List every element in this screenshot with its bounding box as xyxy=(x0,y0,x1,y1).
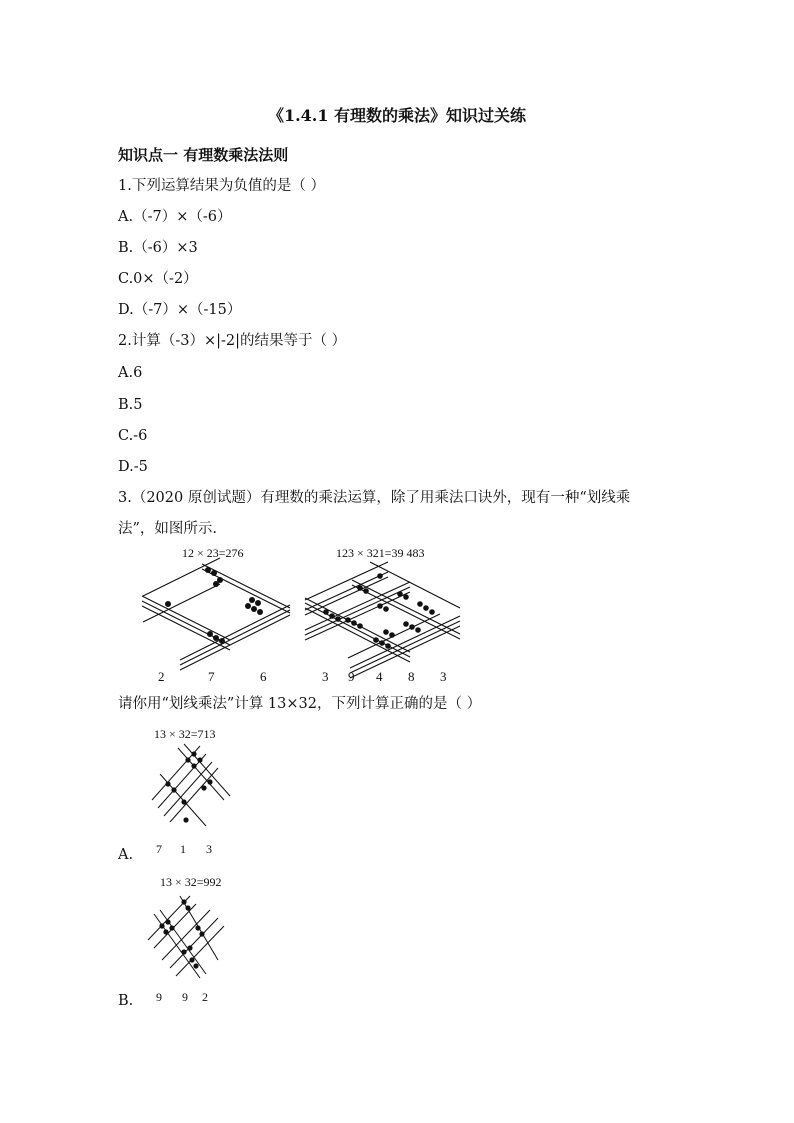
example2-caption: 123 × 321=39 483 xyxy=(336,546,425,560)
page-title: 《1.4.1 有理数的乘法》知识过关练 xyxy=(267,106,527,125)
example1-caption: 12 × 23=276 xyxy=(182,546,244,560)
question-2-option-d: D.-5 xyxy=(118,459,148,475)
question-3-stem-line2: 法”，如图所示. xyxy=(118,521,218,537)
example1-digit-2: 7 xyxy=(208,669,215,684)
option-a-caption: 13 × 32=713 xyxy=(154,727,216,741)
example1-digit-1: 2 xyxy=(158,669,165,684)
example-figure-12x23 xyxy=(128,540,303,685)
option-b-intersection-dots xyxy=(159,899,204,968)
example2-digit-4: 8 xyxy=(408,669,415,684)
question-1-option-b: B.（-6）×3 xyxy=(118,240,198,256)
example2-digit-5: 3 xyxy=(440,669,447,684)
example2-lines xyxy=(305,562,460,678)
example1-digit-3: 6 xyxy=(260,669,267,684)
question-3-ask: 请你用“划线乘法”计算 13×32，下列计算正确的是（ ） xyxy=(118,696,482,712)
option-a-intersection-dots xyxy=(165,751,212,822)
question-1-option-c: C.0×（-2） xyxy=(118,271,198,287)
option-a-digit-1: 7 xyxy=(156,842,162,856)
question-2-option-a: A.6 xyxy=(118,365,143,381)
option-b-digit-1: 9 xyxy=(156,990,162,1004)
option-a-digit-2: 1 xyxy=(180,842,186,856)
question-2-stem: 2.计算（-3）×|-2|的结果等于（ ） xyxy=(118,333,347,349)
option-b-figure xyxy=(140,870,240,1006)
question-2-option-b: B.5 xyxy=(118,397,143,413)
question-3-option-b-label: B. xyxy=(118,993,134,1009)
question-1-option-a: A.（-7）×（-6） xyxy=(118,209,232,225)
question-3-stem-line1: 3.（2020 原创试题）有理数的乘法运算，除了用乘法口诀外，现有一种“划线乘 xyxy=(118,490,631,506)
example-figure-123x321 xyxy=(300,540,475,685)
question-1-option-d: D.（-7）×（-15） xyxy=(118,302,242,318)
option-a-figure xyxy=(140,722,240,858)
option-b-digit-2: 9 xyxy=(182,990,188,1004)
option-a-digit-3: 3 xyxy=(206,842,212,856)
question-2-option-c: C.-6 xyxy=(118,428,148,444)
example2-digit-3: 4 xyxy=(376,669,383,684)
option-b-digit-3: 2 xyxy=(202,990,208,1004)
option-b-caption: 13 × 32=992 xyxy=(160,875,222,889)
section-heading: 知识点一 有理数乘法法则 xyxy=(118,146,289,164)
question-1-stem: 1.下列运算结果为负值的是（ ） xyxy=(118,178,325,194)
option-a-lines xyxy=(152,744,230,826)
question-3-option-a-label: A. xyxy=(118,847,134,863)
example2-digit-1: 3 xyxy=(322,669,329,684)
example2-digit-2: 9 xyxy=(348,669,355,684)
